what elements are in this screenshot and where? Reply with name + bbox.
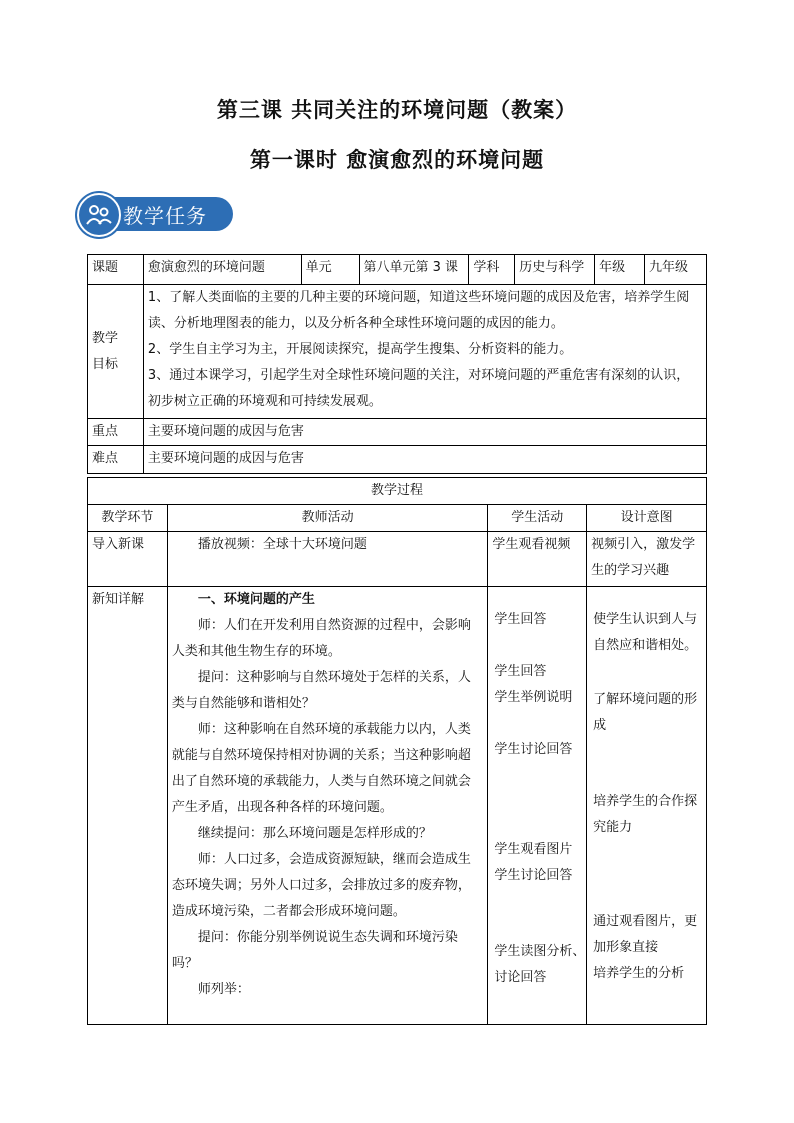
teaching-process-table (87, 477, 707, 1025)
topic-label: 课题 (88, 255, 144, 285)
intro-stage: 导入新课 (88, 532, 168, 587)
design-intent: 通过观看图片，更加形象直接 (593, 914, 698, 955)
student-activity: 学生举例说明 (494, 690, 573, 705)
student-activity: 学生讨论回答 (494, 742, 573, 757)
new-stage: 新知详解 (88, 587, 168, 1025)
grade-value: 九年级 (645, 255, 707, 285)
goal-item: 3、通过本课学习，引起学生对全球性环境问题的关注，对环境问题的严重危害有深刻的认识，初步树立正确的环境观和可持续发展观。 (147, 368, 690, 409)
grade-label: 年级 (595, 255, 645, 285)
teacher-paragraph: 师：这种影响在自然环境的承载能力以内，人类就能与自然环境保持相对协调的关系；当这种影响超出了自然环境的承载能力，人类与自然环境之间就会产生矛盾，出现各种各样的环境问题。 (171, 722, 471, 815)
goals-value (143, 285, 706, 419)
info-row-topic (88, 255, 707, 285)
intro-student: 学生观看视频 (488, 532, 587, 587)
process-title: 教学过程 (88, 478, 707, 505)
lesson-info-table (87, 254, 707, 474)
header-student: 学生活动 (488, 505, 587, 532)
process-row-new (88, 587, 707, 1025)
teacher-paragraph: 师：人口过多，会造成资源短缺，继而会造成生态环境失调；另外人口过多，会排放过多的废弃物，造成环境污染，二者都会形成环境问题。 (171, 852, 471, 919)
goal-item: 1、了解人类面临的主要的几种主要的环境问题，知道这些环境问题的成因及危害，培养学生阅读、分析地理图表的能力，以及分析各种全球性环境问题的成因的能力。 (147, 290, 690, 331)
unit-label: 单元 (301, 255, 359, 285)
student-activity: 学生观看图片 (494, 842, 573, 857)
teacher-paragraph: 提问：这种影响与自然环境处于怎样的关系，人类与自然能够和谐相处？ (171, 670, 471, 711)
process-header-row (88, 505, 707, 532)
design-intent: 使学生认识到人与自然应和谐相处。 (593, 612, 698, 653)
teacher-paragraph: 提问：你能分别举例说说生态失调和环境污染吗？ (171, 930, 458, 971)
info-row-key (88, 419, 707, 446)
header-design: 设计意图 (587, 505, 707, 532)
new-heading: 一、环境问题的产生 (197, 592, 315, 607)
difficulty-value: 主要环境问题的成因与危害 (143, 446, 706, 474)
intro-design: 视频引入，激发学生的学习兴趣 (587, 532, 707, 587)
header-teacher: 教师活动 (167, 505, 487, 532)
teacher-paragraph: 继续提问：那么环境问题是怎样形成的？ (197, 826, 432, 841)
goals-label (88, 285, 144, 419)
banner-badge (77, 193, 121, 237)
info-row-goals (88, 285, 707, 419)
teacher-paragraph: 师列举： (197, 982, 250, 997)
info-row-difficulty (88, 446, 707, 474)
student-activity: 学生读图分析、讨论回答 (494, 944, 586, 985)
student-activity: 学生回答 (494, 612, 547, 627)
teacher-paragraph: 师：人们在开发利用自然资源的过程中，会影响人类和其他生物生存的环境。 (171, 618, 471, 659)
key-label: 重点 (88, 419, 144, 446)
subject-value: 历史与科学 (515, 255, 595, 285)
student-activity: 学生回答 (494, 664, 547, 679)
new-student (488, 587, 587, 1025)
intro-teacher-text: 播放视频：全球十大环境问题 (197, 537, 367, 552)
page-title: 第三课 共同关注的环境问题（教案） (216, 97, 578, 122)
design-intent: 了解环境问题的形成 (593, 692, 698, 733)
goals-label-line2: 目标 (92, 356, 119, 372)
unit-value: 第八单元第 3 课 (359, 255, 469, 285)
design-intent: 培养学生的分析 (593, 966, 685, 981)
banner-label: 教学任务 (123, 204, 207, 228)
goals-label-line1: 教学 (92, 330, 119, 346)
process-title-row (88, 478, 707, 505)
topic-value: 愈演愈烈的环境问题 (143, 255, 301, 285)
student-activity: 学生讨论回答 (494, 868, 573, 883)
intro-teacher (167, 532, 487, 587)
section-banner (77, 193, 237, 235)
subject-label: 学科 (469, 255, 515, 285)
page-subtitle: 第一课时 愈演愈烈的环境问题 (249, 147, 545, 172)
header-stage: 教学环节 (88, 505, 168, 532)
design-intent: 培养学生的合作探究能力 (593, 794, 698, 835)
people-icon (83, 199, 115, 231)
difficulty-label: 难点 (88, 446, 144, 474)
process-row-intro (88, 532, 707, 587)
new-design (587, 587, 707, 1025)
new-teacher (167, 587, 487, 1025)
key-value: 主要环境问题的成因与危害 (143, 419, 706, 446)
goal-item: 2、学生自主学习为主，开展阅读探究，提高学生搜集、分析资料的能力。 (147, 342, 573, 357)
